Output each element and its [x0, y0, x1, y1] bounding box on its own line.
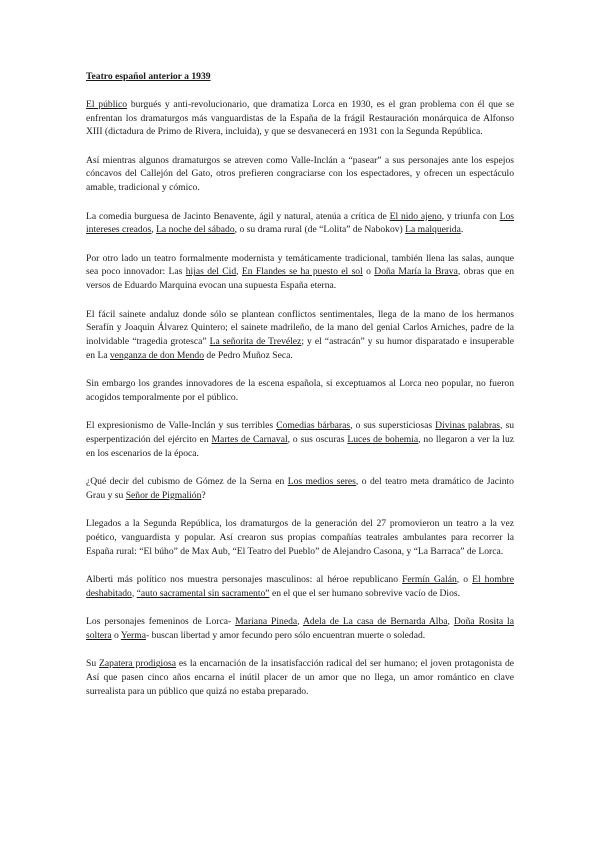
- paragraph-text: Así mientras algunos dramaturgos se atreven como Valle-Inclán a “pasear” a sus personajes ante los espejos cóncavos del Callejón del Gato, otros prefieren congraciarse con los espectadores, y ofrecen un espectáculo amable, tradicional y cómico.: [86, 154, 514, 194]
- paragraph-text: Los personajes femeninos de Lorca-: [86, 616, 236, 628]
- paragraph-text: , o del teatro meta dramático de Jacinto Grau y su: [86, 476, 514, 502]
- paragraph-text: ,: [131, 588, 137, 600]
- paragraph-text: Por otro lado un teatro formalmente modernista y temáticamente tradicional, también llena las salas, aunque sea poco innovador: Las: [86, 252, 514, 278]
- paragraph-text: Llegados a la Segunda República, los dramaturgos de la generación del 27 promovieron un teatro a la vez poético, vanguardista y popular. Así crearon sus propias compañías teatrales ambulantes para recorrer la España rural: “El búho” de Max Aub, “El Teatro del Pueblo” de Alejandro Casona, y “La Barraca” de Lorca.: [86, 518, 514, 557]
- paragraph-text: o: [111, 630, 121, 642]
- document-body: [86, 70, 514, 713]
- paragraphs-container: [86, 98, 514, 699]
- underlined-title: Zapatera prodigiosa: [99, 658, 177, 670]
- paragraph-text: , o su drama rural (de “Lolita” de Nabokov): [234, 224, 406, 236]
- paragraph: [86, 210, 514, 238]
- paragraph: [86, 252, 514, 293]
- paragraph: [86, 517, 514, 558]
- paragraph: [86, 615, 514, 643]
- underlined-title: Martes de Carnaval: [211, 434, 288, 446]
- underlined-title: Luces de bohemia: [347, 434, 419, 446]
- paragraph: [86, 308, 514, 363]
- paragraph-text: en el que el ser humano sobrevive vacío de Dios.: [269, 588, 461, 600]
- underlined-title: El hombre deshabitado: [86, 574, 514, 600]
- underlined-title: Señor de Pigmalión: [125, 490, 202, 502]
- underlined-title: Divinas palabras: [435, 420, 501, 432]
- paragraph-text: .: [460, 224, 464, 236]
- paragraph: [86, 154, 514, 195]
- page-title: Teatro español anterior a 1939: [86, 71, 211, 82]
- paragraph: [86, 657, 514, 698]
- paragraph-text: de Pedro Muñoz Seca.: [204, 349, 293, 361]
- underlined-title: El público: [86, 98, 128, 110]
- paragraph: [86, 377, 514, 405]
- paragraph-text: burgués y anti-revolucionario, que dramatiza Lorca en 1930, es el gran problema con él que se enfrentan los dramaturgos más vanguardistas de la España de la frágil Restauración monárquica de Alfonso XIII (dictadura de Primo de Rivera, incluida), y que se desvanecerá en 1931 con la Segunda República.: [86, 98, 514, 138]
- paragraph-text: , su esperpentización del ejército en: [86, 420, 515, 446]
- paragraph-text: ,: [151, 224, 157, 236]
- paragraph-text: Su: [86, 658, 100, 670]
- underlined-title: Fermín Galán: [402, 574, 457, 586]
- paragraph: [86, 419, 514, 460]
- paragraph-text: La comedia burguesa de Jacinto Benavente, ágil y natural, atenúa a crítica de: [86, 210, 390, 222]
- paragraph-text: ?: [201, 490, 206, 502]
- paragraph-text: ¿Qué decir del cubismo de Gómez de la Serna en: [86, 476, 288, 488]
- underlined-title: Doña Rosita la soltera: [86, 616, 514, 642]
- underlined-title: La malquerida: [405, 224, 461, 236]
- paragraph-text: El fácil sainete andaluz donde sólo se plantean conflictos sentimentales, llega de la mano de los hermanos Serafín y Joaquín Álvarez Quintero; el sainete madrileño, de la mano del genial Carlos Arniches, padre de la inolvidable “tragedia grotesca”: [86, 308, 514, 348]
- paragraph-text: ,: [236, 266, 242, 278]
- paragraph-text: o: [362, 266, 375, 278]
- paragraph-text: ; y el “astracán” y su humor disparatado e insuperable en La: [86, 336, 515, 361]
- paragraph-text: , o sus oscuras: [287, 434, 348, 446]
- paragraph-text: El expresionismo de Valle-Inclán y sus terribles: [86, 420, 277, 432]
- paragraph-text: ,: [447, 616, 454, 628]
- underlined-title: Los intereses creados: [86, 210, 514, 236]
- paragraph: [86, 573, 514, 601]
- paragraph-text: ,: [297, 616, 303, 628]
- underlined-title: Los medios seres: [287, 476, 356, 488]
- paragraph-text: es la encarnación de la insatisfacción radical del ser humano; el joven protagonista de Así que pasen cinco años encarna el inútil placer de un amor que no llega, un amor romántico en clave surrealista para un público que quizá no estaba preparado.: [86, 658, 515, 697]
- underlined-title: “auto sacramental sin sacramento”: [136, 588, 270, 600]
- paragraph: [86, 475, 514, 503]
- paragraph-text: Sin embargo los grandes innovadores de la escena española, si exceptuamos al Lorca neo popular, no fueron acogidos temporalmente por el público.: [86, 378, 514, 404]
- paragraph-text: , o sus supersticiosas: [350, 420, 436, 432]
- underlined-title: hijas del Cid: [185, 266, 237, 278]
- underlined-title: Mariana Pineda: [235, 616, 298, 628]
- paragraph-text: Alberti más político nos muestra personajes masculinos: al héroe republicano: [86, 574, 403, 586]
- paragraph-text: - buscan libertad y amor fecundo pero sólo encuentran muerte o soledad.: [145, 630, 426, 642]
- underlined-title: Doña María la Brava: [374, 266, 458, 278]
- paragraph: [86, 98, 514, 139]
- underlined-title: El nido ajeno: [389, 210, 442, 222]
- underlined-title: venganza de don Mendo: [109, 349, 205, 361]
- underlined-title: La señorita de Trevélez: [209, 336, 302, 348]
- paragraph-text: , no llegaron a ver la luz en los escenarios de la época.: [86, 434, 515, 459]
- paragraph-text: , obras que en versos de Eduardo Marquina evocan una supuesta España eterna.: [86, 266, 515, 292]
- underlined-title: Adela de La casa de Bernarda Alba: [302, 616, 448, 628]
- underlined-title: La noche del sábado: [156, 224, 235, 236]
- paragraph-text: , o: [456, 574, 473, 586]
- underlined-title: Yerma: [120, 630, 146, 642]
- underlined-title: En Flandes se ha puesto el sol: [241, 266, 363, 278]
- underlined-title: Comedias bárbaras: [276, 420, 351, 432]
- paragraph-text: , y triunfa con: [441, 210, 500, 222]
